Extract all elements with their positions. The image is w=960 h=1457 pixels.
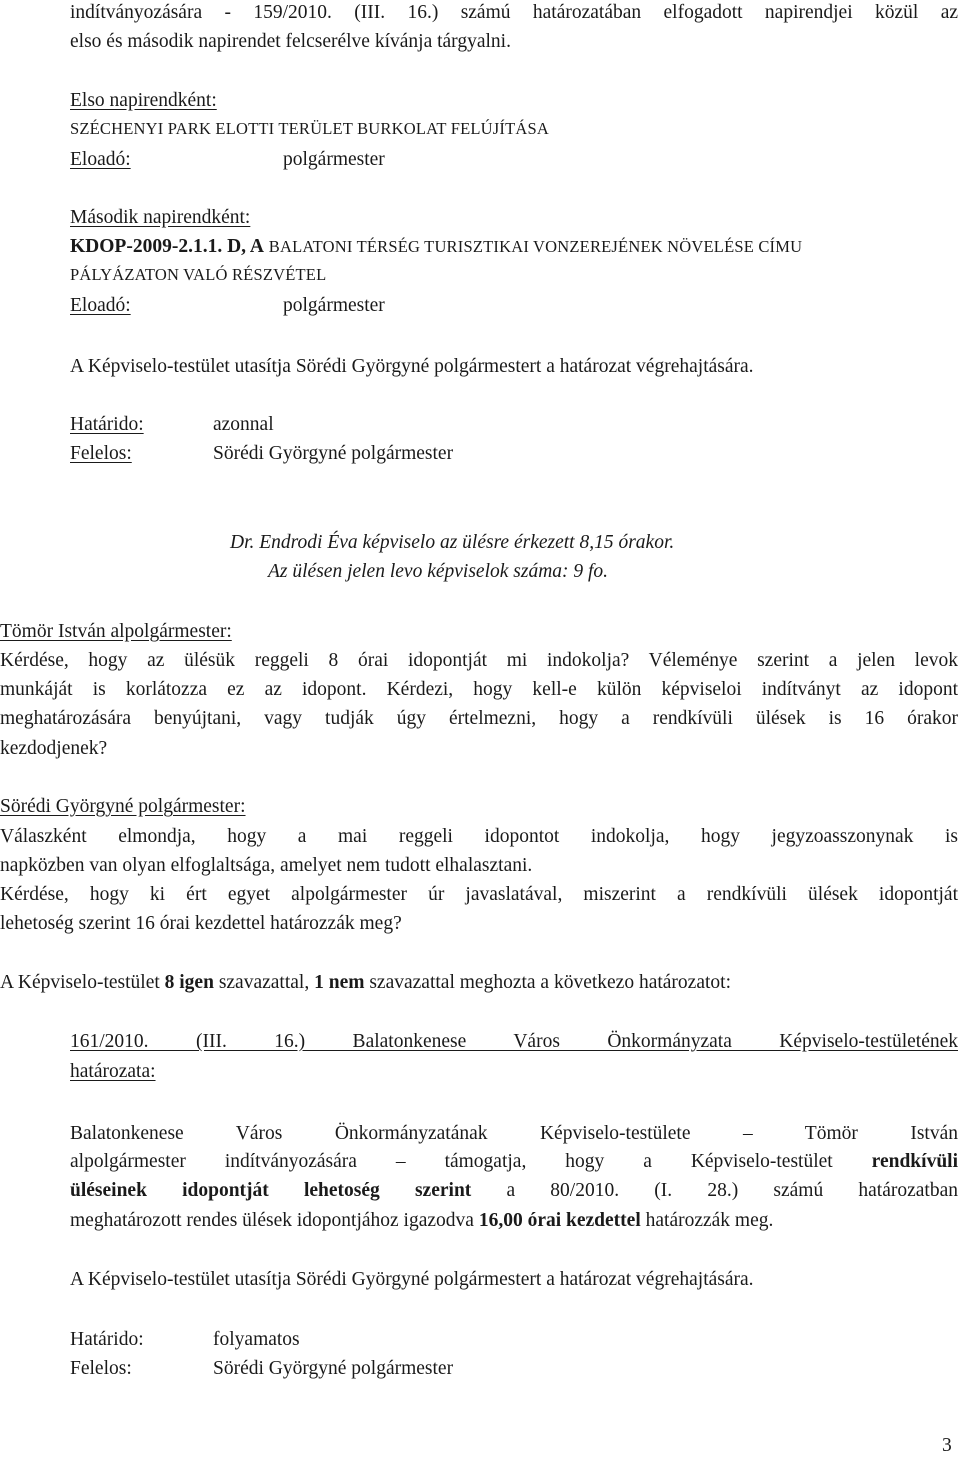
deadline-2-label: Határido: (70, 1329, 144, 1350)
speaker-2-line-1: Válaszként elmondja, hogy a mai reggeli idopontot indokolja, hogy jegyzoasszonynak is (0, 826, 958, 847)
speaker-1-line-1: Kérdése, hogy az ülésük reggeli 8 órai idopontját mi indokolja? Véleménye szerint a jelen levok (0, 650, 958, 671)
intro-line-1: indítványozására - 159/2010. (III. 16.) számú határozatában elfogadott napirendjei közül az (70, 2, 958, 23)
vote-yes: 8 igen (164, 972, 214, 993)
instruction-1: A Képviselo-testület utasítja Sörédi Györgyné polgármestert a határozat végrehajtására. (70, 356, 754, 377)
arrival-line-1: Dr. Endrodi Éva képviselo az ülésre érkezett 8,15 órakor. (230, 532, 675, 553)
responsible-1-label: Felelos: (70, 443, 132, 464)
vote-prefix: A Képviselo-testület (0, 972, 160, 993)
resolution-body-line-3-bold: üléseinek idopontját lehetoség szerint (70, 1180, 472, 1201)
agenda-1-presenter: polgármester (283, 149, 385, 170)
speaker-1-name: Tömör István alpolgármester: (0, 621, 232, 642)
agenda-2-title-rest: BALATONI TÉRSÉG TURISZTIKAI VONZEREJÉNEK NÖVELÉSE CÍMU (268, 237, 803, 256)
vote-middle: szavazattal, (218, 972, 310, 993)
vote-suffix: szavazattal meghozta a következo határozatot: (369, 972, 731, 993)
speaker-2-line-2: napközben van olyan elfoglaltsága, amelyet nem tudott elhalasztani. (0, 855, 533, 876)
speaker-2-line-3: Kérdése, hogy ki ért egyet alpolgármester úr javaslatával, miszerint a rendkívüli ülések idopontját (0, 884, 958, 905)
vote-no: 1 nem (314, 972, 365, 993)
agenda-1-title: SZÉCHENYI PARK ELOTTI TERÜLET BURKOLAT FELÚJÍTÁSA (70, 119, 549, 138)
vote-line (0, 973, 731, 993)
resolution-body-line-4 (70, 1211, 773, 1231)
resolution-body-line-2 (70, 1152, 958, 1172)
responsible-1-value: Sörédi Györgyné polgármester (213, 443, 454, 464)
resolution-body-line-4-bold: 16,00 órai kezdettel (478, 1210, 641, 1231)
speaker-1-line-4: kezdodjenek? (0, 738, 108, 759)
responsible-2-label: Felelos: (70, 1358, 132, 1379)
agenda-1-presenter-label: Eloadó: (70, 149, 131, 170)
resolution-body-line-4-a: meghatározott rendes ülések idopontjához igazodva (70, 1210, 474, 1231)
speaker-2-name: Sörédi Györgyné polgármester: (0, 796, 246, 817)
resolution-body-line-3-text: a 80/2010. (I. 28.) számú határozatban (506, 1180, 958, 1201)
resolution-title-line-1: 161/2010. (III. 16.) Balatonkenese Város Önkormányzata Képviselo-testületének (70, 1031, 958, 1052)
resolution-body-line-3 (70, 1181, 958, 1201)
deadline-1-value: azonnal (213, 414, 274, 435)
resolution-body-line-2-text: alpolgármester indítványozására – támogatja, hogy a Képviselo-testület (70, 1151, 833, 1172)
agenda-2-presenter: polgármester (283, 295, 385, 316)
deadline-1-label: Határido: (70, 414, 144, 435)
intro-line-2: elso és második napirendet felcserélve kívánja tárgyalni. (70, 31, 511, 52)
resolution-body-line-2-bold: rendkívüli (871, 1151, 958, 1172)
speaker-1-line-2: munkáját is korlátozza ez az idopont. Kérdezi, hogy kell-e külön képviseloi indítványt az idopont (0, 679, 958, 700)
responsible-2-value: Sörédi Györgyné polgármester (213, 1358, 454, 1379)
agenda-2-title-line-1 (70, 237, 802, 257)
agenda-2-title-line-2: PÁLYÁZATON VALÓ RÉSZVÉTEL (70, 265, 327, 284)
agenda-2-presenter-label: Eloadó: (70, 295, 131, 316)
agenda-2-code: KDOP-2009-2.1.1. D, A (70, 236, 264, 257)
speaker-1-line-3: meghatározására benyújtani, vagy tudják úgy értelmezni, hogy a rendkívüli ülések is 16 órakor (0, 708, 958, 729)
speaker-2-line-4: lehetoség szerint 16 órai kezdettel határozzák meg? (0, 913, 402, 934)
resolution-body-line-4-b: határozzák meg. (645, 1210, 774, 1231)
agenda-1-heading: Elso napirendként: (70, 90, 217, 111)
resolution-body-line-1: Balatonkenese Város Önkormányzatának Képviselo-testülete – Tömör István (70, 1123, 958, 1144)
deadline-2-value: folyamatos (213, 1329, 300, 1350)
instruction-2: A Képviselo-testület utasítja Sörédi Györgyné polgármestert a határozat végrehajtására. (70, 1269, 754, 1290)
arrival-line-2: Az ülésen jelen levo képviselok száma: 9 fo. (268, 561, 609, 582)
agenda-2-heading: Második napirendként: (70, 207, 251, 228)
page-number: 3 (942, 1435, 952, 1456)
resolution-title-line-2: határozata: (70, 1061, 156, 1082)
